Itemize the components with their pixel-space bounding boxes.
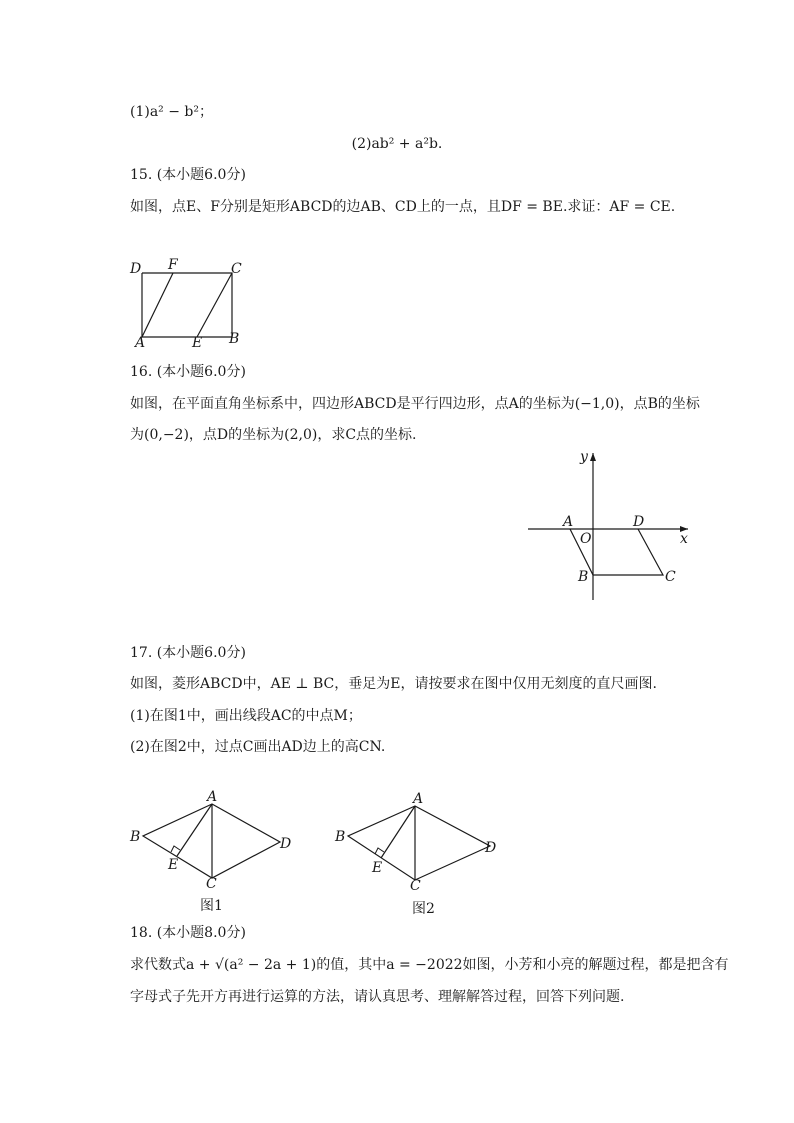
q16-text-1: 如图，在平面直角坐标系中，四边形ABCD是平行四边形，点A的坐标为(−1,0)，点B的坐标 bbox=[130, 396, 700, 412]
q16-header: 16. (本小题6.0分) bbox=[130, 364, 246, 380]
q17-text-3: (2)在图2中，过点C画出AD边上的高CN. bbox=[130, 739, 386, 755]
q17-header: 17. (本小题6.0分) bbox=[130, 645, 246, 661]
q15-header: 15. (本小题6.0分) bbox=[130, 167, 246, 183]
label-A: A bbox=[413, 791, 424, 807]
label-C: C bbox=[231, 261, 242, 277]
label-A: A bbox=[563, 514, 574, 530]
label-A: A bbox=[207, 789, 218, 805]
label-B: B bbox=[130, 829, 141, 845]
label-E: E bbox=[192, 335, 203, 350]
label-A: A bbox=[135, 335, 146, 350]
q15-text: 如图，点E、F分别是矩形ABCD的边AB、CD上的一点，且DF = BE.求证：AF = CE. bbox=[130, 199, 676, 215]
figure-2-caption: 图2 bbox=[412, 901, 435, 917]
q17-figure-2 bbox=[325, 788, 500, 890]
label-B: B bbox=[578, 569, 589, 585]
label-F: F bbox=[168, 257, 178, 273]
q16-figure bbox=[520, 445, 700, 605]
q18-text-2: 字母式子先开方再进行运算的方法，请认真思考、理解解答过程，回答下列问题. bbox=[130, 989, 625, 1005]
label-B: B bbox=[335, 829, 346, 845]
q15-figure bbox=[125, 255, 255, 350]
axis-label-x: x bbox=[680, 531, 688, 547]
label-B: B bbox=[229, 331, 240, 347]
q17-text-2: (1)在图1中，画出线段AC的中点M； bbox=[130, 708, 362, 724]
label-C: C bbox=[410, 878, 421, 890]
q17-figure-1 bbox=[125, 788, 300, 890]
q17-text-1: 如图，菱形ABCD中，AE ⊥ BC，垂足为E，请按要求在图中仅用无刻度的直尺画图. bbox=[130, 676, 657, 692]
axis-label-y: y bbox=[580, 449, 588, 465]
label-C: C bbox=[665, 569, 676, 585]
label-E: E bbox=[372, 860, 383, 876]
label-D: D bbox=[130, 261, 142, 277]
label-C: C bbox=[206, 876, 217, 890]
label-O: O bbox=[580, 531, 592, 547]
q14-part1: (1)a² − b²； bbox=[130, 104, 213, 120]
q18-text-1: 求代数式a + √(a² − 2a + 1)的值，其中a = −2022如图，小芳和小亮的解题过程，都是把含有 bbox=[130, 957, 729, 973]
label-D: D bbox=[280, 836, 292, 852]
q14-part2: (2)ab² + a²b. bbox=[351, 136, 443, 152]
figure-1-caption: 图1 bbox=[200, 898, 223, 914]
label-E: E bbox=[168, 857, 179, 873]
q16-text-2: 为(0,−2)，点D的坐标为(2,0)，求C点的坐标. bbox=[130, 427, 417, 443]
q18-header: 18. (本小题8.0分) bbox=[130, 925, 246, 941]
label-D: D bbox=[485, 840, 497, 856]
label-D: D bbox=[633, 514, 645, 530]
